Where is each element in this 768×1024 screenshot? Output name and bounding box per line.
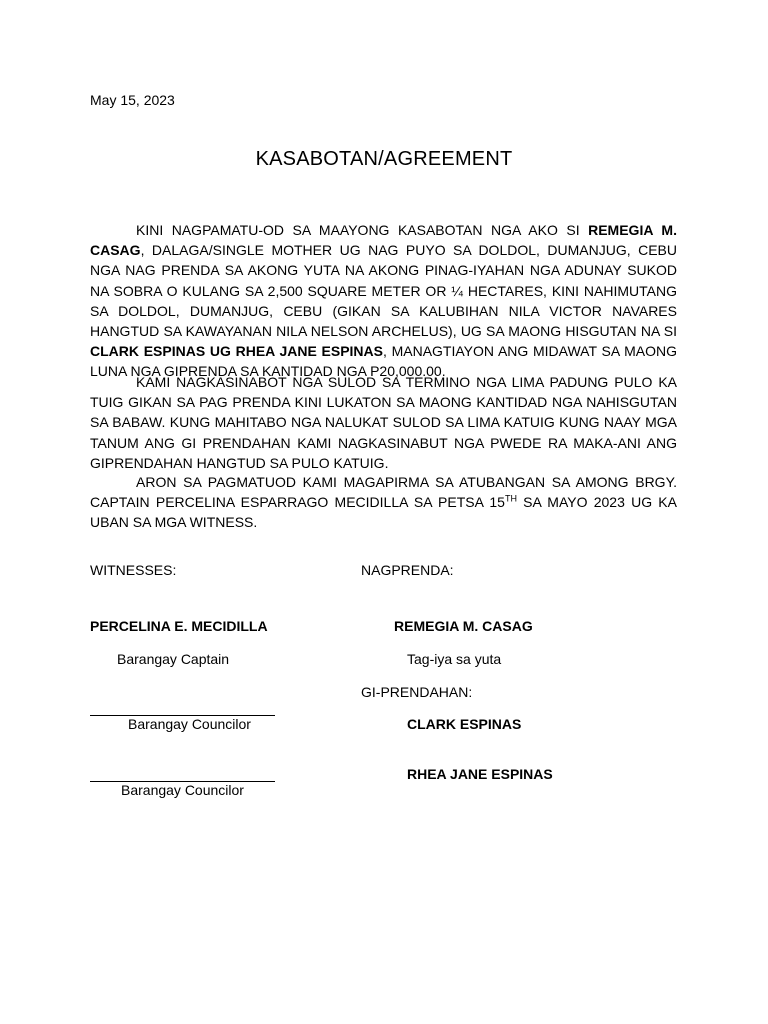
agreement-paragraph-2: KAMI NAGKASINABOT NGA SULOD SA TERMINO NGA LIMA PADUNG PULO KA TUIG GIKAN SA PAG PRENDA KINI LUKATON SA MAONG KANTIDAD NGA NAHISGUTAN SA BABAW. KUNG MAHITABO NGA NALUKAT SULOD SA LIMA KATUIG KUNG NAAY MGA TANUM ANG GI PRENDAHAN KAMI NAGKASINABUT NGA PWEDE RA MAKA-ANI ANG GIPRENDAHAN HANGTUD SA PULO KATUIG. [90, 374, 677, 471]
clark-name: CLARK ESPINAS [407, 716, 522, 732]
document-date: May 15, 2023 [90, 92, 175, 108]
document-title: KASABOTAN/AGREEMENT [255, 148, 513, 170]
owner-name: REMEGIA M. CASAG [394, 618, 533, 634]
p3-text-a: ARON SA PAGMATUOD KAMI MAGAPIRMA SA ATUBANGAN SA AMONG BRGY. CAPTAIN PERCELINA ESPARRAGO MECIDILLA SA PETSA 15 [90, 474, 677, 511]
p3-superscript: TH [504, 493, 517, 504]
nagprenda-label: NAGPRENDA: [361, 562, 454, 578]
giprendahan-label: GI-PRENDAHAN: [361, 684, 473, 700]
owner-title: Tag-iya sa yuta [407, 651, 502, 667]
agreement-paragraph-3 [90, 472, 677, 533]
witnesses-label: WITNESSES: [90, 562, 177, 578]
p1-recipient-names: CLARK ESPINAS UG RHEA JANE ESPINAS [90, 343, 383, 360]
councilor1-title: Barangay Councilor [128, 716, 251, 732]
captain-name: PERCELINA E. MECIDILLA [90, 618, 268, 634]
p1-text-c: , DALAGA/SINGLE MOTHER UG NAG PUYO SA DOLDOL, DUMANJUG, CEBU NGA NAG PRENDA SA AKONG YUTA NA AKONG PINAG-IYAHAN NGA ADUNAY SUKOD NA SOBRA O KULANG SA 2,500 SQUARE METER OR ¼ HECTARES, KINI NAHIMUTANG SA DOLDOL, DUMANJUG, CEBU (GIKAN SA KALUBIHAN NILA VICTOR NAVARES HANGTUD SA KAWAYANAN NILA NELSON ARCHELUS), UG SA MAONG HISGUTAN NA SI [90, 242, 677, 340]
agreement-paragraph-1 [90, 220, 677, 382]
p3-text-b: SA MAYO 2023 UG KA UBAN SA MGA WITNESS. [90, 494, 677, 531]
rhea-name: RHEA JANE ESPINAS [407, 766, 553, 782]
p1-party-name: REMEGIA M. CASAG [90, 222, 677, 259]
captain-title: Barangay Captain [117, 651, 230, 667]
councilor2-title: Barangay Councilor [121, 782, 244, 798]
p1-text-a: KINI NAGPAMATU-OD SA MAAYONG KASABOTAN NGA AKO SI [136, 222, 589, 238]
p1-text-e: , MANAGTIAYON ANG MIDAWAT SA MAONG LUNA NGA GIPRENDA SA KANTIDAD NGA P20,000.00. [90, 343, 677, 380]
